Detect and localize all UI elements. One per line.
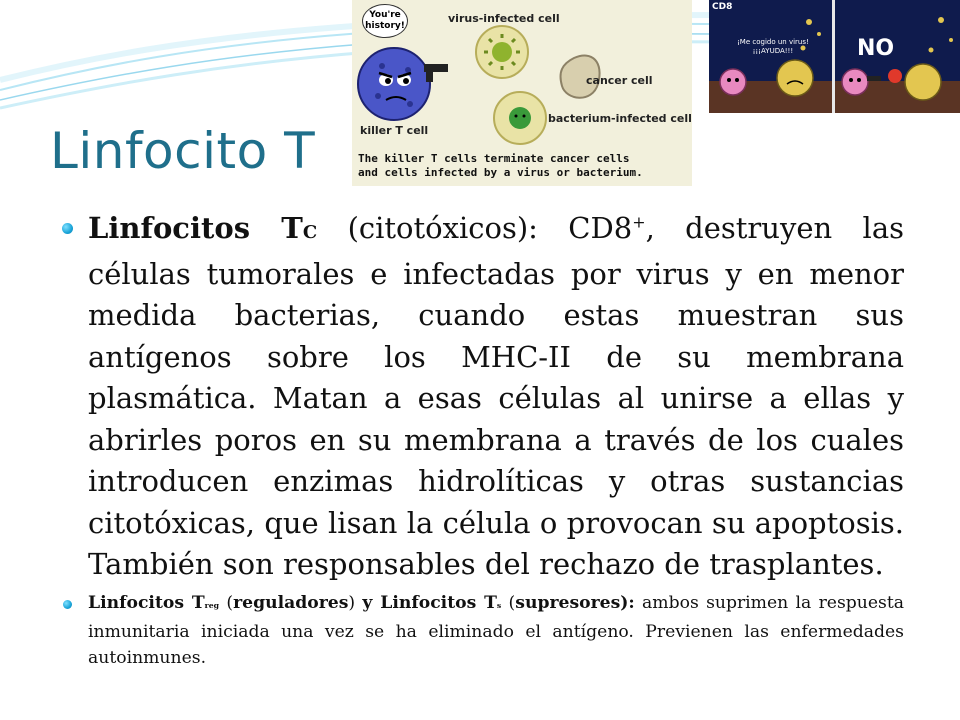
comic-label-cd8: CD8 (712, 2, 733, 12)
bullet2-paren-1: ( (219, 593, 234, 613)
label-cancer-cell: cancer cell (586, 74, 653, 87)
bullet1-subscript: C (302, 222, 318, 243)
cd8-comic-drawing (709, 0, 960, 113)
label-virus-infected-cell: virus-infected cell (448, 12, 560, 25)
comic-cry-line-1: ¡Me cogido un virus! (737, 38, 809, 46)
label-killer-t-cell: killer T cell (360, 124, 429, 137)
bullet2-bold-2: reguladores (233, 593, 349, 613)
bullet2-sub-1: reg (204, 601, 220, 610)
slide-title: Linfocito T (50, 122, 316, 180)
bullet-icon (63, 600, 72, 609)
bullet2-bold-3: y Linfocitos T (362, 593, 497, 613)
bullet1-text-a: (citotóxicos): CD8 (317, 211, 633, 245)
bullet1-text-b: , destruyen las células tumorales e infectadas por virus y en menor medida bacterias, cuando estas muestran sus antígenos sobre los MHC-II de su membrana plasmática. Matan a esas células al unirse a ellas y abrirles poros en su membrana a través de los cuales introducen enzimas hidrolíticas y otras sustancias citotóxicas, que lisan la célula o provocan su apoptosis. También son responsables del rechazo de trasplantes. (88, 211, 904, 581)
bullet2-sub-2: s (496, 601, 502, 610)
caption-line-1: The killer T cells terminate cancer cells (358, 152, 630, 165)
bullet2-bold-1: Linfocitos T (88, 593, 205, 613)
killer-t-cell-illustration (352, 0, 692, 186)
comic-cry-line-2: ¡¡¡AYUDA!!! (752, 47, 794, 55)
bullet2-paren-3: ( (501, 593, 516, 613)
bullet2-bold-4: supresores (515, 593, 621, 613)
bullet-cytotoxic-t-cells (88, 208, 904, 586)
illustration-caption (358, 152, 688, 180)
bullet1-bold-prefix: Linfocitos T (88, 211, 303, 245)
bullet1-superscript: + (632, 212, 646, 232)
speech-bubble: You're history! (362, 4, 408, 38)
bullet-regulatory-t-cells (88, 590, 904, 671)
cd8-comic-illustration (709, 0, 960, 113)
label-bacterium-infected-cell: bacterium-infected cell (548, 112, 692, 125)
bullet2-paren-2: ) (348, 593, 363, 613)
bullet2-rest: ambos suprimen la respuesta inmunitaria iniciada una vez se ha eliminado el antígeno. Previenen las enfermedades autoinmunes. (88, 593, 904, 668)
comic-no-text: NO (857, 36, 895, 61)
comic-cry-text (737, 38, 809, 56)
bullet-icon (62, 223, 73, 234)
bullet2-paren-4: ): (620, 593, 635, 613)
caption-line-2: and cells infected by a virus or bacterium. (358, 166, 643, 179)
